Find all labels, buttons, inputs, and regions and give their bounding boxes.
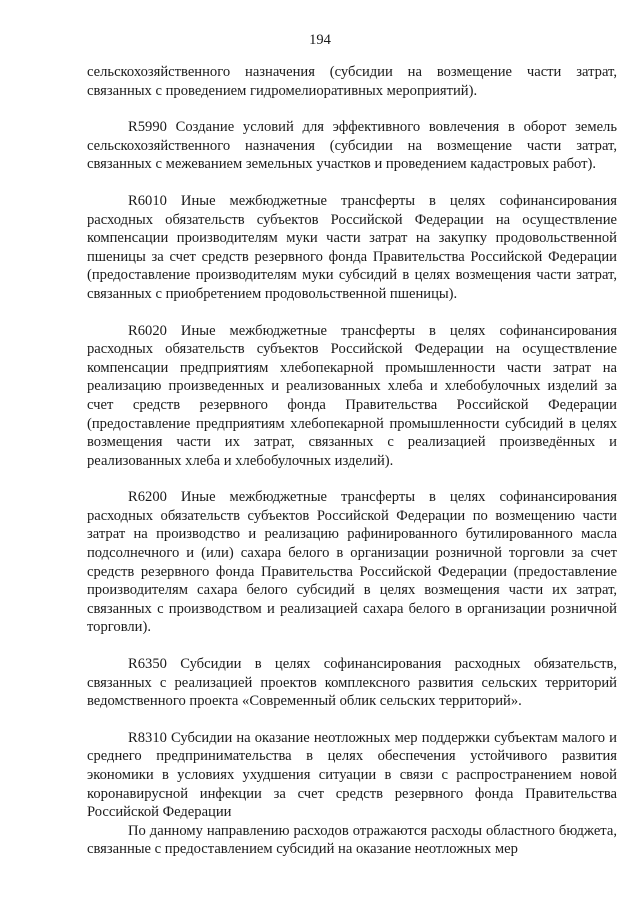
document-body — [87, 63, 617, 859]
paragraph-r6350: R6350 Субсидии в целях софинансирования расходных обязательств, связанных с реализацией проектов комплексного развития сельских территорий ведомственного проекта «Современный облик сельских территорий». — [87, 656, 617, 710]
paragraph-r8310: R8310 Субсидии на оказание неотложных мер поддержки субъектам малого и среднего предпринимательства в целях обеспечения устойчивого развития экономики в условиях ухудшения ситуации в связи с распространением новой коронавирусной инфекции за счет средств резервного фонда Правительства Российской Федерации — [87, 729, 617, 821]
paragraph-r6200: R6200 Иные межбюджетные трансферты в целях софинансирования расходных обязательств субъектов Российской Федерации по возмещению части затрат на производство и реализацию рафинированного бутилированного масла подсолнечного и (или) сахара белого в организации розничной торговли за счет средств резервного фонда Правительства Российской Федерации (предоставление производителям сахара белого субсидий в целях возмещения части их затрат, связанных с производством и реализацией сахара белого в организации розничной торговли). — [87, 489, 617, 636]
paragraph-r6010: R6010 Иные межбюджетные трансферты в целях софинансирования расходных обязательств субъектов Российской Федерации на осуществление компенсации производителям муки части затрат на закупку продовольственной пшеницы за счет средств резервного фонда Правительства Российской Федерации (предоставление производителям муки субсидий в целях возмещения части затрат, связанных с приобретением продовольственной пшеницы). — [87, 192, 617, 302]
paragraph-r6020: R6020 Иные межбюджетные трансферты в целях софинансирования расходных обязательств субъектов Российской Федерации на осуществление компенсации предприятиям хлебопекарной промышленности части затрат на реализацию произведенных и реализованных хлеба и хлебобулочных изделий за счет средств резервного фонда Правительства Российской Федерации (предоставление предприятиям хлебопекарной промышленности субсидий в целях возмещения части их затрат, связанных с реализацией произведённых и реализованных хлеба и хлебобулочных изделий). — [87, 322, 617, 469]
paragraph-expenses-note: По данному направлению расходов отражаются расходы областного бюджета, связанные с предоставлением субсидий на оказание неотложных мер — [87, 822, 617, 858]
page-number: 194 — [309, 32, 331, 48]
paragraph-r5990: R5990 Создание условий для эффективного вовлечения в оборот земель сельскохозяйственного назначения (субсидии на возмещение части затрат, связанных с межеванием земельных участков и проведением кадастровых работ). — [87, 119, 617, 173]
paragraph-continuation: сельскохозяйственного назначения (субсидии на возмещение части затрат, связанных с проведением гидромелиоративных мероприятий). — [87, 64, 617, 99]
